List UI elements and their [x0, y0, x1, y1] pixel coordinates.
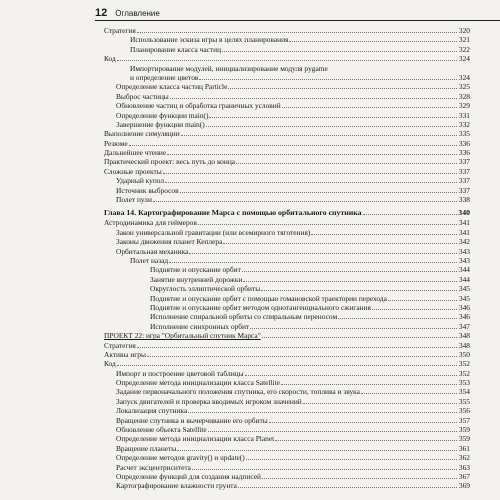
toc-row	[104, 416, 470, 425]
dot-leader	[180, 192, 457, 193]
toc-row	[104, 294, 470, 303]
toc-row	[104, 45, 470, 54]
dot-leader	[289, 41, 457, 42]
toc-row	[104, 54, 470, 63]
toc-row	[104, 26, 470, 35]
toc-entry-title: ПРОЕКТ 22: игра "Орбитальный спутник Марса"	[104, 331, 261, 341]
toc-row	[104, 341, 470, 350]
toc-entry-title: Активы игры	[104, 349, 146, 359]
toc-entry-title: Ударный купол	[116, 176, 165, 186]
dot-leader	[262, 478, 457, 479]
dot-leader	[262, 337, 457, 338]
toc-entry-title: Картографирование влажности грунта	[116, 481, 237, 491]
toc-row	[104, 120, 470, 129]
dot-leader	[188, 412, 457, 413]
toc-page-number: 328	[458, 91, 470, 101]
toc-row	[104, 453, 470, 462]
toc-row	[104, 378, 470, 387]
toc-page-number: 341	[458, 218, 470, 228]
dot-leader	[250, 328, 457, 329]
toc-row	[104, 387, 470, 396]
dot-leader	[242, 271, 457, 272]
toc-row	[104, 167, 470, 176]
toc-entry-title: Код	[104, 54, 116, 64]
toc-page-number: 348	[458, 331, 470, 341]
toc-page-number: 336	[458, 148, 470, 158]
toc-page-number: 352	[458, 359, 470, 369]
toc-entry-title: Выброс частицы	[116, 91, 169, 101]
toc-entry-title: Стратегия	[104, 340, 136, 350]
dot-leader	[189, 253, 457, 254]
toc-entry-title: и определение цветов	[130, 72, 199, 82]
toc-entry-title: Резюме	[104, 138, 128, 148]
toc-page-number: 337	[458, 185, 470, 195]
toc-page-number: 356	[458, 406, 470, 416]
dot-leader	[117, 365, 457, 366]
toc-entry-title: Вращение планеты	[116, 443, 177, 453]
toc-page-number: 347	[458, 321, 470, 331]
dot-leader	[181, 135, 457, 136]
toc-row	[104, 284, 470, 293]
toc-page-number: 352	[458, 368, 470, 378]
toc-entry-title: Задание первоначального положения спутника, его скорости, топлива и звука	[116, 387, 360, 397]
toc-row	[104, 247, 470, 256]
toc-page-number: 361	[458, 443, 470, 453]
toc-page-number: 344	[458, 265, 470, 275]
toc-page-number: 355	[458, 396, 470, 406]
dot-leader	[208, 431, 457, 432]
toc-page-number: 346	[458, 312, 470, 322]
dot-leader	[199, 79, 457, 80]
dot-leader	[163, 173, 457, 174]
dot-leader	[167, 154, 457, 155]
toc-entry-title: Обновление объекта Satellite	[116, 425, 207, 435]
dot-leader	[243, 281, 457, 282]
toc-row	[104, 406, 470, 415]
dot-leader	[169, 262, 457, 263]
toc-page-number: 337	[458, 166, 470, 176]
toc-entry-title: Источник выбросов	[116, 185, 179, 195]
dot-leader	[338, 318, 457, 319]
header-rule	[95, 20, 500, 21]
toc-page-number: 345	[458, 293, 470, 303]
toc-entry-title: Планирование класса частиц	[130, 44, 222, 54]
toc-page-number: 357	[458, 415, 470, 425]
toc-entry-title: Орбитальная механика	[116, 246, 189, 256]
toc-entry-title: Расчет эксцентриситета	[116, 462, 191, 472]
page-header	[95, 6, 500, 20]
dot-leader	[222, 51, 457, 52]
toc-row	[104, 195, 470, 204]
dot-leader	[281, 384, 457, 385]
toc-row	[104, 101, 470, 110]
dot-leader	[388, 300, 457, 301]
toc-row	[104, 237, 470, 246]
toc-row	[104, 425, 470, 434]
toc-page-number: 335	[458, 129, 470, 139]
dot-leader	[147, 356, 457, 357]
toc-page-number: 338	[458, 195, 470, 205]
toc-page-number: 344	[458, 274, 470, 284]
dot-leader	[137, 32, 457, 33]
toc-page-number: 359	[458, 434, 470, 444]
toc-entry-title: Импортирование модулей, инициализирование модуля pygame	[130, 63, 328, 73]
dot-leader	[165, 182, 457, 183]
dot-leader	[129, 145, 457, 146]
dot-leader	[303, 403, 457, 404]
toc-entry-title: Полет пули	[116, 195, 152, 205]
dot-leader	[311, 234, 457, 235]
toc-page-number: 325	[458, 82, 470, 92]
toc-entry-title: Локализация спутника	[116, 406, 188, 416]
toc-entry-title: Определение метода инициализации класса Planet	[116, 434, 275, 444]
toc-entry-title: Глава 14. Картографирование Марса с помощью орбитального спутника	[104, 208, 362, 218]
toc-row	[104, 265, 470, 274]
dot-leader	[363, 214, 457, 215]
toc-entry-title: Исполнение спиральной орбиты со спиральным переносом	[150, 312, 338, 322]
toc-row	[104, 444, 470, 453]
toc-page-number: 367	[458, 471, 470, 481]
toc-row	[104, 157, 470, 166]
toc-entry-title: Поднятие и опускание орбит	[150, 265, 241, 275]
running-title: Оглавление	[115, 8, 160, 18]
toc-entry-title: Астродинамика для геймеров	[104, 218, 197, 228]
toc-row	[104, 111, 470, 120]
toc-page-number: 331	[458, 110, 470, 120]
dot-leader	[206, 126, 457, 127]
toc-row	[104, 472, 470, 481]
toc-project-row	[104, 331, 470, 340]
toc-row	[104, 256, 470, 265]
toc-entry-title: Определение функции main()	[116, 110, 209, 120]
toc-row	[104, 481, 470, 490]
toc-row	[104, 92, 470, 101]
toc-row	[104, 322, 470, 331]
toc-page-number: 363	[458, 462, 470, 472]
toc-row	[104, 312, 470, 321]
toc-page-number: 320	[458, 26, 470, 35]
toc-entry-title: Округлость эллиптической орбиты	[150, 284, 261, 294]
toc-entry-title: Дальнейшее чтение	[104, 148, 167, 158]
dot-leader	[153, 201, 457, 202]
toc-page-number: 329	[458, 101, 470, 111]
dot-leader	[361, 393, 457, 394]
toc-entry-title: Поднятие и опускание орбит с помощью гомановской траектории перехода	[150, 293, 387, 303]
dot-leader	[282, 107, 457, 108]
dot-leader	[275, 440, 457, 441]
toc-entry-title: Выполнение симуляции	[104, 129, 180, 139]
toc-row	[104, 129, 470, 138]
dot-leader	[209, 117, 457, 118]
toc-entry-title: Сложные проекты	[104, 166, 162, 176]
page-number: 12	[95, 7, 108, 19]
toc-row	[104, 139, 470, 148]
toc-page-number: 322	[458, 44, 470, 54]
toc-page-number: 341	[458, 227, 470, 237]
toc-page-number: 324	[458, 72, 470, 82]
toc-page-number: 337	[458, 176, 470, 186]
toc-entry-title: Законы движения планет Кеплера	[116, 237, 223, 247]
dot-leader	[246, 459, 457, 460]
dot-leader	[198, 224, 457, 225]
toc-entry-title: Завершение функции main()	[116, 119, 205, 129]
toc-row	[104, 434, 470, 443]
dot-leader	[170, 98, 457, 99]
toc-page-number: 346	[458, 302, 470, 312]
toc-entry-title: Поднятие и опускание орбит методом однотангенциального сжигания	[150, 302, 371, 312]
toc-entry-title: Закон универсальной гравитации (или всемирного тяготения)	[116, 227, 311, 237]
toc-row	[104, 176, 470, 185]
toc-page-number: 324	[458, 54, 470, 64]
toc-entry-title: Полет назад	[130, 255, 169, 265]
toc-page-number: 343	[458, 246, 470, 256]
toc-entry-title: Стратегия	[104, 26, 136, 35]
toc-page-number: 350	[458, 349, 470, 359]
toc-page-number: 369	[458, 481, 470, 491]
toc-row	[104, 369, 470, 378]
toc-entry-title: Исполнение синхронных орбит	[150, 321, 250, 331]
toc-page-number: 336	[458, 138, 470, 148]
toc-entry-title: Определение класса частиц Particle	[116, 82, 228, 92]
toc-entry-title: Импорт и построение цветовой таблицы	[116, 368, 244, 378]
dot-leader	[372, 309, 457, 310]
toc-page-number: 343	[458, 255, 470, 265]
table-of-contents	[104, 26, 470, 491]
toc-row	[104, 218, 470, 227]
toc-row	[104, 275, 470, 284]
dot-leader	[245, 375, 457, 376]
dot-leader	[223, 243, 457, 244]
toc-chapter-row	[104, 207, 470, 218]
toc-row	[104, 463, 470, 472]
toc-page-number: 340	[458, 208, 470, 218]
toc-row	[104, 73, 470, 82]
toc-page-number: 321	[458, 35, 470, 45]
toc-page-number: 362	[458, 453, 470, 463]
toc-row	[104, 148, 470, 157]
toc-page-number: 337	[458, 157, 470, 167]
toc-entry-title: Код	[104, 359, 116, 369]
dot-leader	[137, 347, 457, 348]
toc-entry-title: Практический проект: весь путь до конца	[104, 157, 236, 167]
toc-page-number: 345	[458, 284, 470, 294]
toc-row	[104, 35, 470, 44]
toc-row	[104, 186, 470, 195]
toc-page-number: 353	[458, 378, 470, 388]
toc-entry-title: Определение методов gravity() и update()	[116, 453, 245, 463]
toc-page-number: 348	[458, 340, 470, 350]
dot-leader	[238, 487, 457, 488]
toc-page-number: 359	[458, 425, 470, 435]
dot-leader	[177, 450, 457, 451]
toc-row	[104, 228, 470, 237]
toc-entry-title: Вращение спутника и вычерчивание его орбиты	[116, 415, 268, 425]
toc-entry-title: Обновление частиц и обработка граничных условий	[116, 101, 281, 111]
toc-row	[104, 350, 470, 359]
dot-leader	[117, 60, 457, 61]
dot-leader	[192, 469, 457, 470]
dot-leader	[228, 88, 457, 89]
dot-leader	[261, 290, 457, 291]
toc-row	[104, 303, 470, 312]
toc-entry-title: Запуск двигателей и проверка вводимых игроком значений	[116, 396, 302, 406]
toc-page-number: 332	[458, 119, 470, 129]
dot-leader	[269, 422, 457, 423]
toc-row	[104, 64, 470, 73]
toc-entry-title: Определение функций для создания надписей	[116, 471, 261, 481]
toc-page-number: 354	[458, 387, 470, 397]
toc-entry-title: Занятие внутренней дорожки	[150, 274, 243, 284]
toc-row	[104, 82, 470, 91]
toc-row	[104, 359, 470, 368]
toc-row	[104, 397, 470, 406]
toc-entry-title: Определение метода инициализации класса Satellite	[116, 378, 280, 388]
dot-leader	[236, 163, 457, 164]
toc-entry-title: Использование эскиза игры в целях планирования	[130, 35, 289, 45]
toc-page-number: 342	[458, 237, 470, 247]
